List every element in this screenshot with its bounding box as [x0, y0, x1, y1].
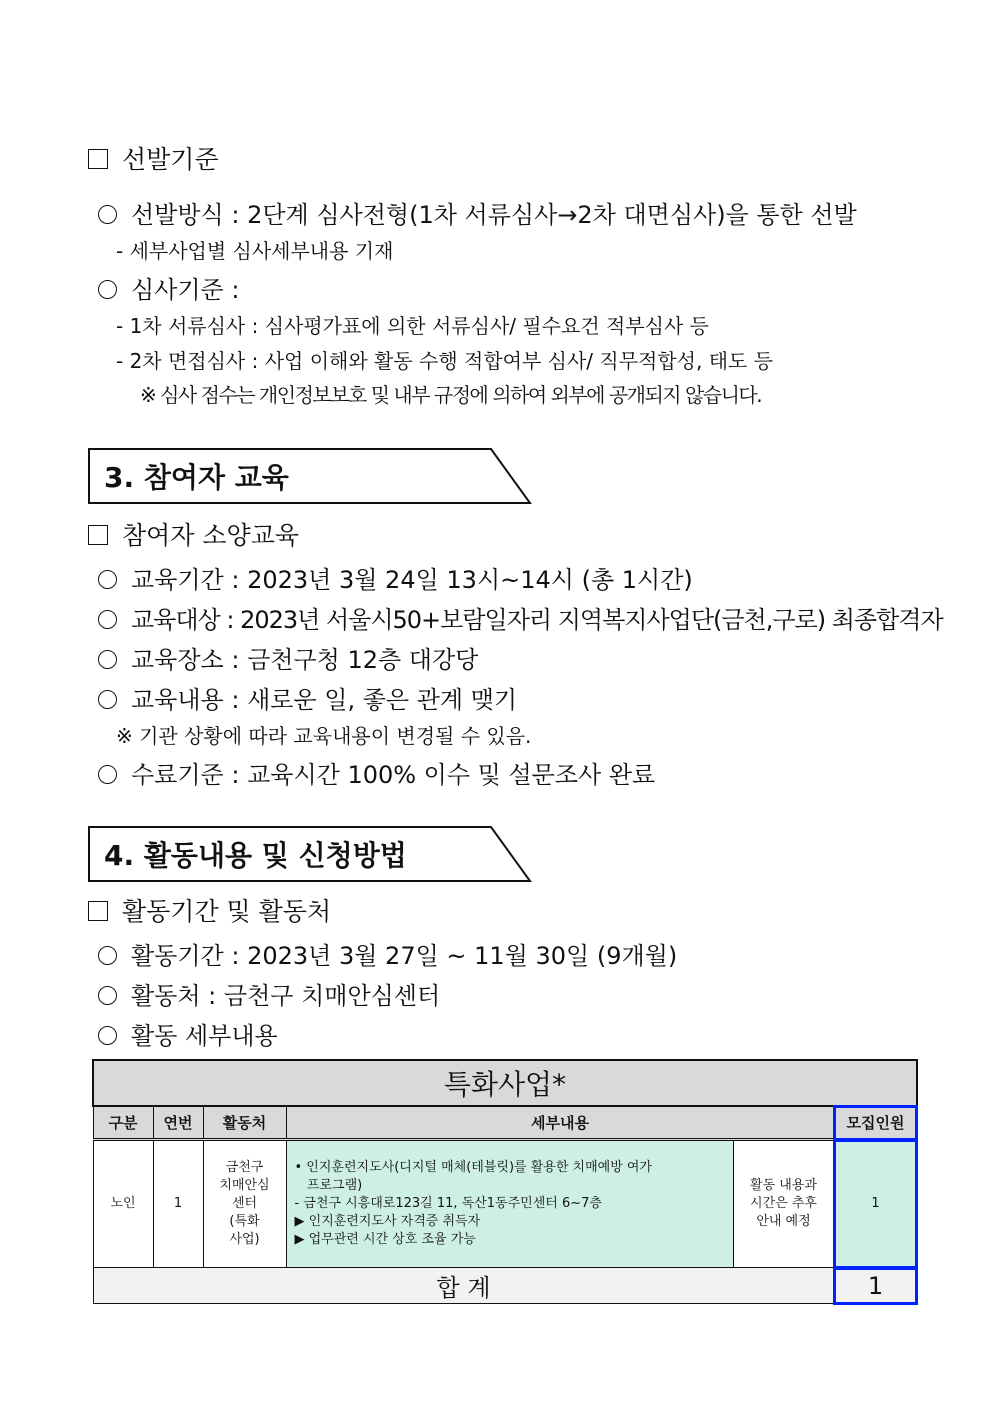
completion-line: [98, 755, 655, 790]
section-3-banner: [88, 448, 533, 504]
cell-details: [286, 1140, 733, 1268]
header-category: 구분: [93, 1106, 153, 1140]
place-line: 센터: [231, 1196, 258, 1211]
circle-bullet-icon: [98, 946, 117, 965]
heading-text: 활동기간 및 활동처: [122, 897, 332, 926]
item-text: 활동 세부내용: [131, 1022, 278, 1050]
total-label: 합 계: [93, 1268, 834, 1304]
item-text: 교육기간 : 2023년 3월 24일 13시~14시 (총 1시간): [131, 566, 693, 594]
sec4-item: [98, 976, 440, 1011]
criteria-2: - 2차 면접심사 : 사업 이해와 활동 수행 적합여부 심사/ 직무적합성, 태도 등: [116, 349, 774, 373]
sec4-heading: [88, 892, 331, 928]
criteria-line: [98, 270, 239, 305]
total-row: [93, 1268, 917, 1304]
heading-text: 참여자 소양교육: [122, 521, 299, 550]
place-line: 치매안심: [219, 1178, 270, 1193]
note-line: 안내 예정: [756, 1214, 811, 1229]
selection-note: ※ 심사 점수는 개인정보보호 및 내부 규정에 의하여 외부에 공개되지 않습니다.: [140, 383, 762, 407]
checkbox-square-icon: [88, 149, 108, 169]
circle-bullet-icon: [98, 765, 117, 784]
cell-place: [203, 1140, 286, 1268]
item-text: 교육대상 : 2023년 서울시50+보람일자리 지역복지사업단(금천,구로) 최종합격자: [131, 606, 943, 634]
header-place: 활동처: [203, 1106, 286, 1140]
note-line: 시간은 추후: [750, 1196, 817, 1211]
detail-line: ▶ 인지훈련지도사 자격증 취득자: [294, 1214, 481, 1229]
item-text: 교육내용 : 새로운 일, 좋은 관계 맺기: [131, 686, 518, 714]
activity-table: [92, 1059, 918, 1304]
circle-bullet-icon: [98, 205, 117, 224]
table-title: 특화사업*: [93, 1060, 917, 1106]
item-text: 활동기간 : 2023년 3월 27일 ~ 11월 30일 (9개월): [131, 942, 678, 970]
section-3-title: 3. 참여자 교육: [104, 461, 289, 494]
sec3-item: [98, 680, 517, 715]
method-line: [98, 195, 857, 230]
section-4-title: 4. 활동내용 및 신청방법: [104, 839, 407, 872]
note-line: 활동 내용과: [750, 1178, 817, 1193]
criteria-1: - 1차 서류심사 : 심사평가표에 의한 서류심사/ 필수요건 적부심사 등: [116, 314, 709, 338]
table-row: [93, 1140, 917, 1268]
sec3-item: [98, 560, 693, 595]
header-no: 연번: [153, 1106, 203, 1140]
circle-bullet-icon: [98, 986, 117, 1005]
place-line: (특화: [229, 1214, 260, 1229]
header-details: 세부내용: [286, 1106, 834, 1140]
cell-no: 1: [153, 1140, 203, 1268]
method-text: 선발방식 : 2단계 심사전형(1차 서류심사→2차 대면심사)을 통한 선발: [131, 201, 857, 229]
place-line: 사업): [229, 1232, 260, 1247]
sec3-heading: [88, 516, 299, 552]
circle-bullet-icon: [98, 570, 117, 589]
place-line: 금천구: [225, 1160, 264, 1175]
sec4-item: [98, 936, 677, 971]
criteria-text: 심사기준 :: [131, 276, 240, 304]
header-count: 모집인원: [834, 1106, 917, 1140]
section-4-banner: [88, 826, 533, 882]
circle-bullet-icon: [98, 610, 117, 629]
checkbox-square-icon: [88, 901, 108, 921]
sec3-item: [98, 640, 478, 675]
cell-count: 1: [834, 1140, 917, 1268]
circle-bullet-icon: [98, 650, 117, 669]
circle-bullet-icon: [98, 280, 117, 299]
item-text: 활동처 : 금천구 치매안심센터: [131, 982, 441, 1010]
cell-category: 노인: [93, 1140, 153, 1268]
detail-line: 프로그램): [294, 1178, 363, 1193]
detail-line: ▶ 업무관련 시간 상호 조율 가능: [294, 1232, 476, 1247]
detail-line: - 금천구 시흥대로123길 11, 독산1동주민센터 6~7층: [294, 1196, 602, 1211]
table-header-row: [93, 1106, 917, 1140]
detail-line: • 인지훈련지도사(디지털 매체(테블릿)를 활용한 치매예방 여가: [294, 1160, 652, 1175]
sec3-item: [98, 600, 943, 635]
cell-note: [733, 1140, 834, 1268]
checkbox-square-icon: [88, 525, 108, 545]
circle-bullet-icon: [98, 1026, 117, 1045]
method-sub: - 세부사업별 심사세부내용 기재: [116, 239, 394, 263]
heading-text: 선발기준: [122, 145, 219, 174]
sec3-note: ※ 기관 상황에 따라 교육내용이 변경될 수 있음.: [116, 724, 532, 748]
item-text: 교육장소 : 금천구청 12층 대강당: [131, 646, 479, 674]
sec4-item: [98, 1016, 278, 1051]
selection-heading: [88, 140, 219, 176]
item-text: 수료기준 : 교육시간 100% 이수 및 설문조사 완료: [131, 761, 656, 789]
circle-bullet-icon: [98, 690, 117, 709]
total-value: 1: [834, 1268, 917, 1304]
